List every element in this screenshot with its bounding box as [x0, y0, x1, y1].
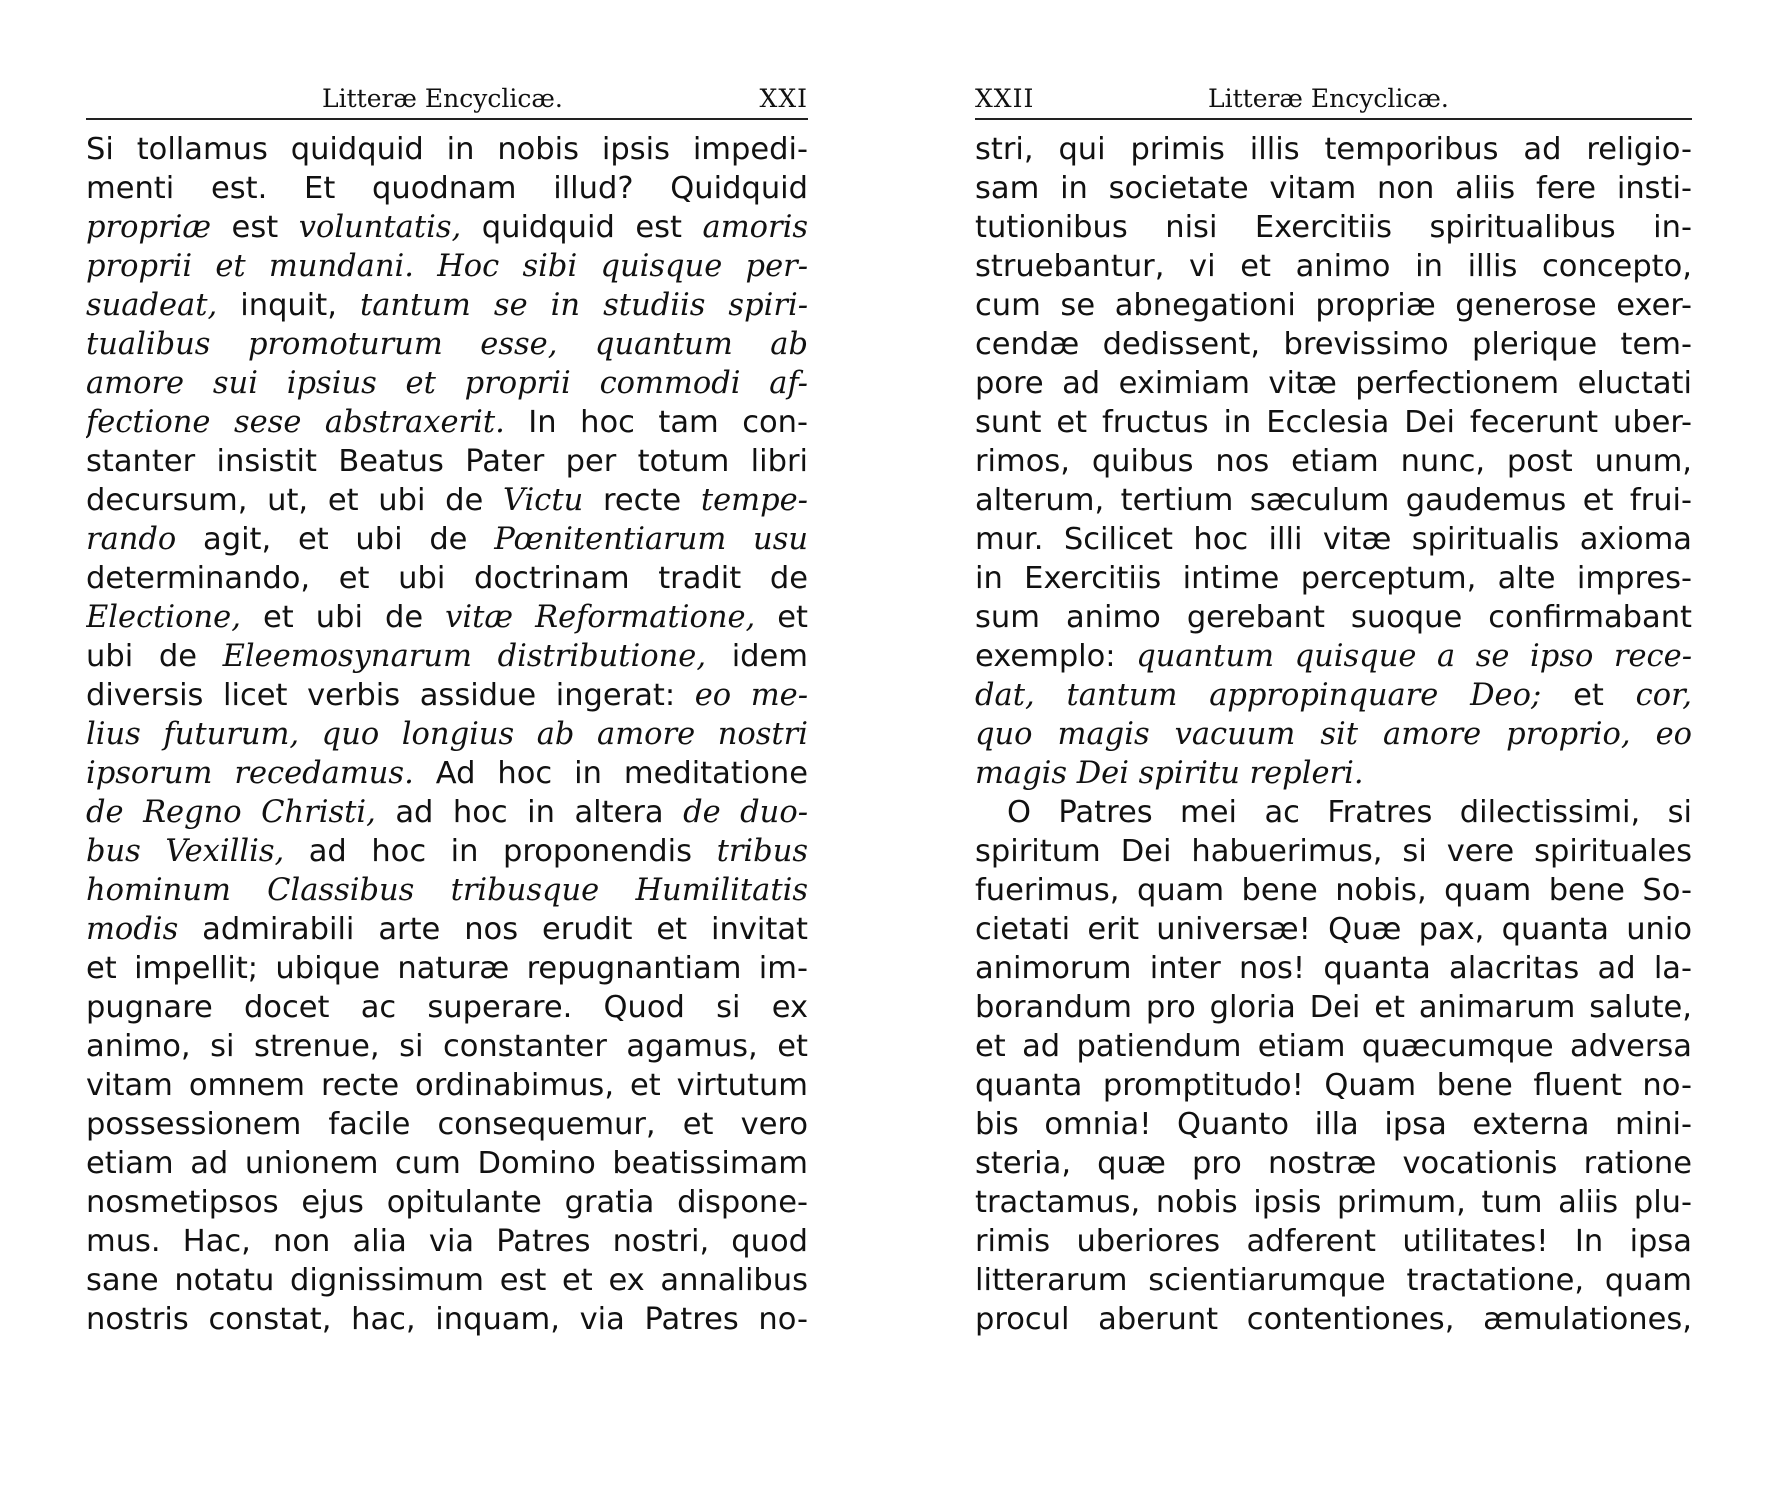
text-line — [86, 481, 808, 520]
right-header-rule — [975, 118, 1692, 120]
text-line — [86, 676, 808, 715]
text-run: menti est. Et quodnam illud? Quidquid — [86, 171, 808, 206]
text-line — [86, 1066, 808, 1105]
text-run: pore ad eximiam vitæ perfectionem eluctati — [975, 366, 1692, 401]
text-line — [86, 1027, 808, 1066]
italic-run: tantum se in studiis spiri- — [359, 288, 808, 323]
text-run: decursum, ut, et ubi de — [86, 483, 504, 518]
text-line — [86, 1222, 808, 1261]
text-line — [975, 247, 1692, 286]
text-line — [86, 949, 808, 988]
text-run: diversis licet verbis assidue ingerat: — [86, 678, 695, 713]
italic-run: tribus — [716, 834, 808, 869]
text-line — [975, 988, 1692, 1027]
right-page-number: XXII — [975, 84, 1035, 113]
text-run: animo, si strenue, si constanter agamus, et — [86, 1029, 808, 1064]
text-line — [975, 442, 1692, 481]
text-run: steria, quæ pro nostræ vocationis ratione — [975, 1146, 1692, 1181]
text-run: litterarum scientiarumque tractatione, quam — [975, 1263, 1692, 1298]
text-run: agit, et ubi de — [176, 522, 495, 557]
text-run: tutionibus nisi Exercitiis spiritualibus in- — [975, 210, 1692, 245]
italic-run: modis — [86, 912, 179, 947]
text-line — [975, 130, 1692, 169]
italic-run: dat, tantum appropinquare Deo; — [975, 678, 1542, 713]
text-run: admirabili arte nos erudit et invitat — [178, 912, 808, 947]
text-run: recte — [583, 483, 701, 518]
text-run: cum se abnegationi propriæ generose exer- — [975, 288, 1692, 323]
text-line — [86, 910, 808, 949]
text-run: in Exercitiis intime perceptum, alte impres- — [975, 561, 1692, 596]
text-line — [975, 364, 1692, 403]
text-run: quanta promptitudo! Quam bene fluent no- — [975, 1068, 1692, 1103]
text-run: fuerimus, quam bene nobis, quam bene So- — [975, 873, 1692, 908]
text-run: tractamus, nobis ipsis primum, tum aliis plu- — [975, 1185, 1692, 1220]
text-line — [975, 559, 1692, 598]
text-run: et — [1541, 678, 1636, 713]
italic-run: de duo- — [683, 795, 808, 830]
italic-run: propriæ — [86, 210, 211, 245]
text-line — [975, 403, 1692, 442]
text-run: et ad patiendum etiam quæcumque adversa — [975, 1029, 1692, 1064]
text-run: ad hoc in proponendis — [284, 834, 717, 869]
text-line — [975, 1183, 1692, 1222]
italic-run: suadeat, — [86, 288, 218, 323]
italic-run: quo magis vacuum sit amore proprio, eo — [975, 717, 1692, 752]
text-run: determinando, et ubi doctrinam tradit de — [86, 561, 808, 596]
italic-run: ipsorum recedamus. — [86, 756, 414, 791]
italic-run: Electione, — [86, 600, 241, 635]
text-line — [975, 325, 1692, 364]
text-run: procul aberunt contentiones, æmulationes, — [975, 1302, 1692, 1337]
italic-run: tualibus promoturum esse, quantum ab — [86, 327, 808, 362]
text-line — [86, 637, 808, 676]
text-line — [86, 1261, 808, 1300]
left-header-rule — [86, 118, 808, 120]
text-line — [86, 1105, 808, 1144]
text-line — [975, 793, 1692, 832]
text-run: In hoc tam con- — [504, 405, 808, 440]
text-line — [975, 1300, 1692, 1339]
text-line — [975, 169, 1692, 208]
text-run: cendæ dedissent, brevissimo plerique tem- — [975, 327, 1692, 362]
text-run: Si tollamus quidquid in nobis ipsis impedi- — [86, 132, 808, 167]
text-line — [86, 403, 808, 442]
text-run: idem — [706, 639, 808, 674]
text-line — [86, 1300, 808, 1339]
text-line — [975, 1222, 1692, 1261]
text-line — [86, 130, 808, 169]
text-run: et — [755, 600, 808, 635]
text-line — [86, 832, 808, 871]
text-line — [86, 325, 808, 364]
text-line — [975, 598, 1692, 637]
text-line — [975, 208, 1692, 247]
text-run: pugnare docet ac superare. Quod si ex — [86, 990, 808, 1025]
text-line — [86, 442, 808, 481]
italic-run: quantum quisque a se ipso rece- — [1136, 639, 1692, 674]
text-line — [975, 637, 1692, 676]
text-run: quidquid est — [461, 210, 703, 245]
text-run: est — [211, 210, 299, 245]
text-run: sum animo gerebant suoque confirmabant — [975, 600, 1692, 635]
text-run: spiritum Dei habuerimus, si vere spirituales — [975, 834, 1692, 869]
italic-run: bus Vexillis, — [86, 834, 285, 869]
text-run: exemplo: — [975, 639, 1137, 674]
text-run: mur. Scilicet hoc illi vitæ spiritualis axioma — [975, 522, 1692, 557]
text-line — [975, 1144, 1692, 1183]
text-run: stanter insistit Beatus Pater per totum libri — [86, 444, 808, 479]
text-line — [975, 1027, 1692, 1066]
text-line — [86, 364, 808, 403]
text-run: sane notatu dignissimum est et ex annalibus — [86, 1263, 808, 1298]
text-run: alterum, tertium sæculum gaudemus et frui- — [975, 483, 1692, 518]
left-page — [86, 70, 808, 1339]
italic-run: fectione sese abstraxerit. — [86, 405, 505, 440]
left-page-number: XXI — [759, 84, 808, 113]
text-line — [975, 286, 1692, 325]
text-line — [975, 1261, 1692, 1300]
text-run: inquit, — [217, 288, 360, 323]
text-run: et impellit; ubique naturæ repugnantiam im- — [86, 951, 808, 986]
text-run: vitam omnem recte ordinabimus, et virtutum — [86, 1068, 808, 1103]
text-run: nostris constat, hac, inquam, via Patres no- — [86, 1302, 808, 1337]
text-line — [975, 715, 1692, 754]
italic-run: rando — [86, 522, 177, 557]
italic-run: lius futurum, quo longius ab amore nostri — [86, 717, 808, 752]
text-run: mus. Hac, non alia via Patres nostri, quod — [86, 1224, 808, 1259]
text-line — [975, 676, 1692, 715]
italic-run: cor, — [1635, 678, 1692, 713]
text-line — [86, 1183, 808, 1222]
italic-run: hominum Classibus tribusque Humilitatis — [86, 873, 808, 908]
right-running-head — [975, 70, 1692, 113]
italic-run: de Regno Christi, — [86, 795, 376, 830]
text-run: cietati erit universæ! Quæ pax, quanta unio — [975, 912, 1692, 947]
text-line — [86, 286, 808, 325]
text-run: sunt et fructus in Ecclesia Dei fecerunt uber- — [975, 405, 1692, 440]
text-line — [975, 520, 1692, 559]
text-run: etiam ad unionem cum Domino beatissimam — [86, 1146, 808, 1181]
text-line — [975, 910, 1692, 949]
text-line — [86, 598, 808, 637]
text-line — [86, 208, 808, 247]
text-run: ad hoc in altera — [375, 795, 684, 830]
text-run: bis omnia! Quanto illa ipsa externa mini- — [975, 1107, 1692, 1142]
text-line — [975, 481, 1692, 520]
text-line — [975, 754, 1692, 793]
italic-run: voluntatis, — [298, 210, 462, 245]
italic-run: amoris — [702, 210, 808, 245]
italic-run: eo me- — [694, 678, 808, 713]
text-run: O Patres mei ac Fratres dilectissimi, si — [1007, 795, 1692, 830]
text-line — [86, 988, 808, 1027]
text-line — [975, 1105, 1692, 1144]
text-line — [975, 832, 1692, 871]
text-run: ubi de — [86, 639, 223, 674]
text-line — [86, 754, 808, 793]
text-line — [86, 871, 808, 910]
text-run: nosmetipsos ejus opitulante gratia dispone- — [86, 1185, 808, 1220]
text-line — [86, 793, 808, 832]
text-run: animorum inter nos! quanta alacritas ad la- — [975, 951, 1692, 986]
text-run: struebantur, vi et animo in illis concepto, — [975, 249, 1692, 284]
text-line — [86, 247, 808, 286]
text-line — [86, 1144, 808, 1183]
right-running-title: Litteræ Encyclicæ. — [1208, 84, 1449, 113]
text-run: rimis uberiores adferent utilitates! In ipsa — [975, 1224, 1692, 1259]
italic-run: vitæ Reformatione, — [445, 600, 756, 635]
left-running-title: Litteræ Encyclicæ. — [322, 84, 563, 113]
text-run: possessionem facile consequemur, et vero — [86, 1107, 808, 1142]
text-run: borandum pro gloria Dei et animarum salute, — [975, 990, 1692, 1025]
text-run: et ubi de — [240, 600, 446, 635]
left-body-text — [86, 130, 808, 1339]
right-page — [975, 70, 1692, 1339]
text-line — [975, 871, 1692, 910]
text-line — [86, 520, 808, 559]
text-run: Ad hoc in meditatione — [413, 756, 808, 791]
text-run: sam in societate vitam non aliis fere insti- — [975, 171, 1692, 206]
text-line — [975, 949, 1692, 988]
italic-run: Eleemosynarum distributione, — [222, 639, 707, 674]
italic-run: Victu — [503, 483, 584, 518]
text-line — [86, 559, 808, 598]
left-running-head — [86, 70, 808, 113]
text-line — [86, 715, 808, 754]
italic-run: amore sui ipsius et proprii commodi af- — [86, 366, 808, 401]
italic-run: Pœnitentiarum usu — [494, 522, 808, 557]
right-body-text — [975, 130, 1692, 1339]
text-line — [86, 169, 808, 208]
italic-run: magis Dei spiritu repleri. — [975, 756, 1364, 791]
text-line — [975, 1066, 1692, 1105]
text-run: rimos, quibus nos etiam nunc, post unum, — [975, 444, 1692, 479]
italic-run: proprii et mundani. Hoc sibi quisque per- — [86, 249, 808, 284]
text-run: stri, qui primis illis temporibus ad religio- — [975, 132, 1692, 167]
italic-run: tempe- — [700, 483, 808, 518]
